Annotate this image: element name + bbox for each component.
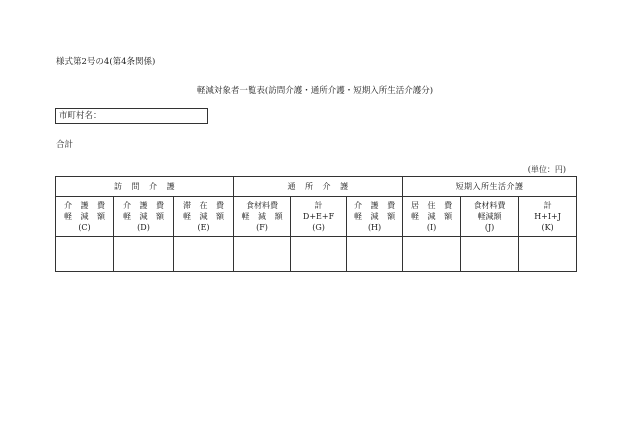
column-header-line: 軽 減 額 xyxy=(354,212,396,221)
column-header-line: 食材料費 xyxy=(246,201,279,210)
column-header-f xyxy=(234,197,291,237)
value-cell-i[interactable] xyxy=(403,237,461,272)
column-header-code: (H) xyxy=(367,223,382,232)
column-header-code: (K) xyxy=(541,223,554,232)
column-header-code: (G) xyxy=(312,223,325,232)
column-header-code: (J) xyxy=(484,223,495,232)
column-header-code: (D) xyxy=(137,223,150,232)
value-cell-h[interactable] xyxy=(347,237,403,272)
group-day-care: 通 所 介 護 xyxy=(234,177,403,197)
group-home-visit-care: 訪 問 介 護 xyxy=(56,177,234,197)
column-header-code: (F) xyxy=(256,223,268,232)
column-header-line: D+E+F xyxy=(302,212,335,221)
document-title: 軽減対象者一覧表(訪問介護・通所介護・短期入所生活介護分) xyxy=(196,86,434,96)
column-header-line: 居 住 費 xyxy=(411,201,453,210)
column-header-j xyxy=(461,197,519,237)
column-header-line: 計 xyxy=(543,201,552,210)
value-cell-d[interactable] xyxy=(114,237,174,272)
unit-label: (単位：円) xyxy=(527,165,566,174)
column-header-line: 介 護 費 xyxy=(63,201,106,210)
column-header-line: 計 xyxy=(314,201,323,210)
value-cell-k[interactable] xyxy=(519,237,577,272)
column-header-h xyxy=(347,197,403,237)
column-header-line: 軽 減 額 xyxy=(411,212,453,221)
reduction-table xyxy=(55,176,577,272)
column-header-e xyxy=(174,197,234,237)
column-header-g xyxy=(291,197,347,237)
column-header-code: (E) xyxy=(197,223,210,232)
column-header-line: 軽減額 xyxy=(477,212,502,221)
column-header-line: 軽 減 額 xyxy=(122,212,165,221)
column-header-line: 介 護 費 xyxy=(122,201,165,210)
value-cell-f[interactable] xyxy=(234,237,291,272)
value-cell-c[interactable] xyxy=(56,237,114,272)
municipality-field[interactable] xyxy=(55,108,208,124)
value-cell-e[interactable] xyxy=(174,237,234,272)
value-cell-j[interactable] xyxy=(461,237,519,272)
column-header-k xyxy=(519,197,577,237)
column-header-i xyxy=(403,197,461,237)
form-number-label: 様式第2号の4(第4条関係) xyxy=(56,57,156,67)
column-header-line: 軽 減 額 xyxy=(241,212,283,221)
column-header-line: 介 護 費 xyxy=(354,201,396,210)
value-cell-g[interactable] xyxy=(291,237,347,272)
total-label: 合計 xyxy=(56,140,74,150)
column-header-line: 食材料費 xyxy=(473,201,506,210)
column-header-code: (I) xyxy=(426,223,437,232)
column-header-code: (C) xyxy=(78,223,91,232)
column-header-line: 軽 減 額 xyxy=(182,212,225,221)
column-header-c xyxy=(56,197,114,237)
municipality-label: 市町村名： xyxy=(59,111,102,121)
group-short-stay-care: 短期入所生活介護 xyxy=(403,177,577,197)
column-header-line: 滞 在 費 xyxy=(182,201,225,210)
column-header-d xyxy=(114,197,174,237)
column-header-line: 軽 減 額 xyxy=(63,212,106,221)
column-header-line: H+I+J xyxy=(534,212,561,221)
